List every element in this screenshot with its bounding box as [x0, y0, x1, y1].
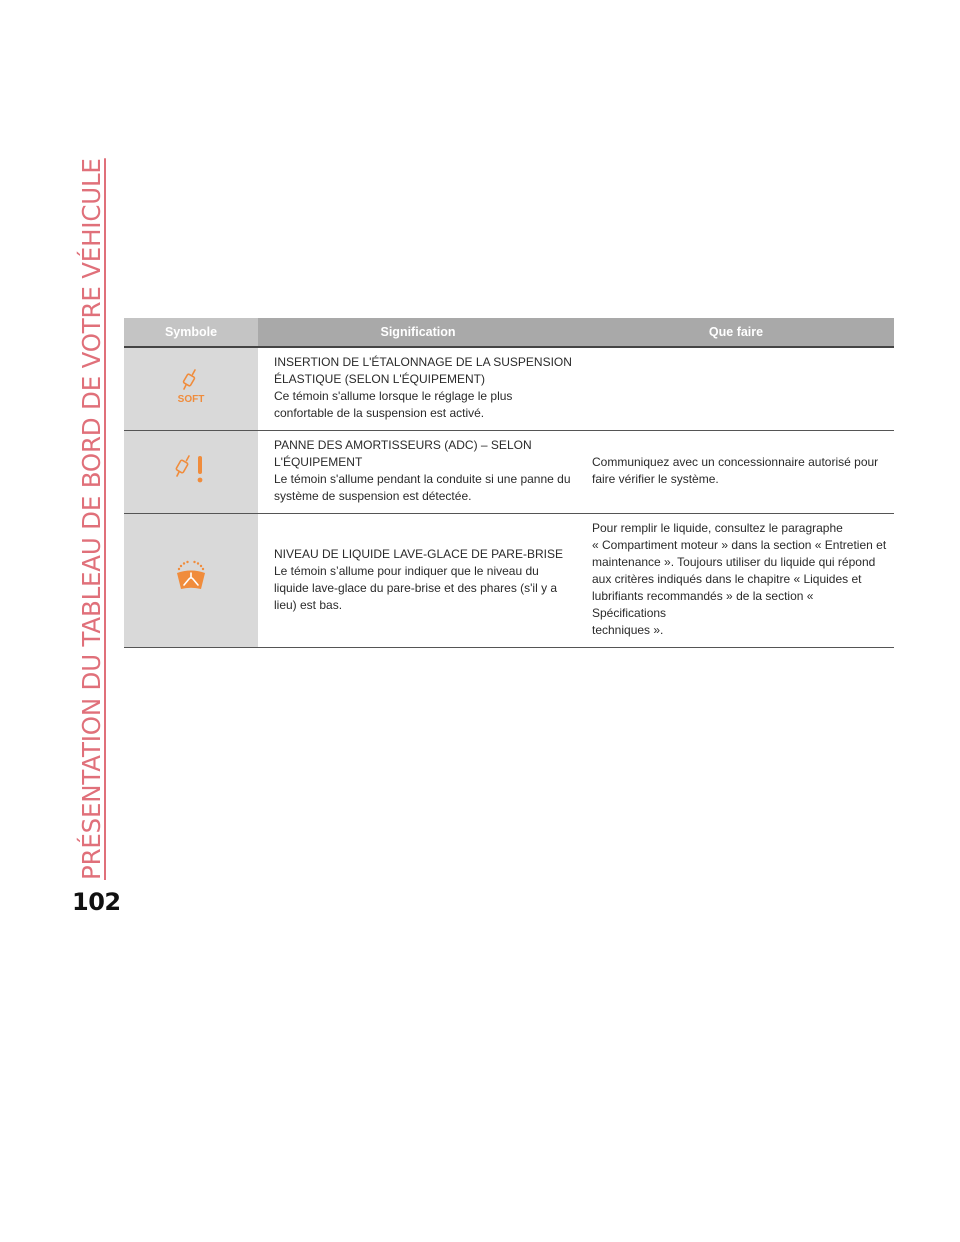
table-header-row — [124, 318, 894, 347]
action-cell — [578, 514, 894, 648]
action-line: techniques ». — [592, 623, 664, 637]
action-line: aux critères indiqués dans le chapitre « Liquides et — [592, 572, 862, 586]
symbol-cell — [124, 514, 258, 648]
shock-absorber-failure-icon — [169, 449, 213, 494]
meaning-line: L'ÉQUIPEMENT — [274, 455, 363, 469]
meaning-cell — [258, 431, 578, 514]
meaning-line: NIVEAU DE LIQUIDE LAVE-GLACE DE PARE-BRISE — [274, 546, 563, 561]
meaning-line: INSERTION DE L'ÉTALONNAGE DE LA SUSPENSION — [274, 355, 572, 369]
meaning-line: liquide lave-glace du pare-brise et des phares (s'il y a — [274, 580, 558, 595]
meaning-line: confortable de la suspension est activé. — [274, 406, 485, 420]
table-row — [124, 514, 894, 648]
header-que-faire: Que faire — [578, 318, 894, 347]
meaning-cell — [258, 514, 578, 648]
meaning-line: Le témoin s'allume pendant la conduite si une panne du — [274, 472, 571, 486]
washer-fluid-icon — [171, 559, 211, 600]
side-chapter-title: PRÉSENTATION DU TABLEAU DE BORD DE VOTRE VÉHICULE — [77, 158, 106, 880]
suspension-soft-icon — [171, 366, 211, 411]
meaning-line: lieu) est bas. — [274, 597, 343, 612]
meaning-line: Le témoin s’allume pour indiquer que le niveau du — [274, 563, 539, 578]
action-line: « Compartiment moteur » dans la section « Entretien et — [592, 538, 887, 552]
soft-label: SOFT — [177, 393, 205, 405]
warning-lights-table — [124, 318, 894, 648]
action-line: faire vérifier le système. — [592, 472, 719, 486]
meaning-cell — [258, 347, 578, 431]
action-line: maintenance ». Toujours utiliser du liquide qui répond — [592, 555, 876, 569]
meaning-line: système de suspension est détectée. — [274, 489, 472, 503]
header-symbole: Symbole — [124, 318, 258, 347]
meaning-line: PANNE DES AMORTISSEURS (ADC) – SELON — [274, 438, 532, 452]
action-line: Pour remplir le liquide, consultez le paragraphe — [592, 521, 843, 535]
action-line: Communiquez avec un concessionnaire autorisé pour — [592, 455, 879, 469]
action-cell — [578, 431, 894, 514]
action-line: lubrifiants recommandés » de la section « Spécifications — [592, 589, 814, 620]
table-row — [124, 347, 894, 431]
header-signification: Signification — [258, 318, 578, 347]
symbol-cell — [124, 431, 258, 514]
table-row — [124, 431, 894, 514]
page-number: 102 — [72, 888, 121, 916]
symbol-cell — [124, 347, 258, 431]
meaning-line: Ce témoin s'allume lorsque le réglage le plus — [274, 389, 513, 403]
meaning-line: ÉLASTIQUE (SELON L'ÉQUIPEMENT) — [274, 372, 486, 386]
action-cell — [578, 347, 894, 431]
